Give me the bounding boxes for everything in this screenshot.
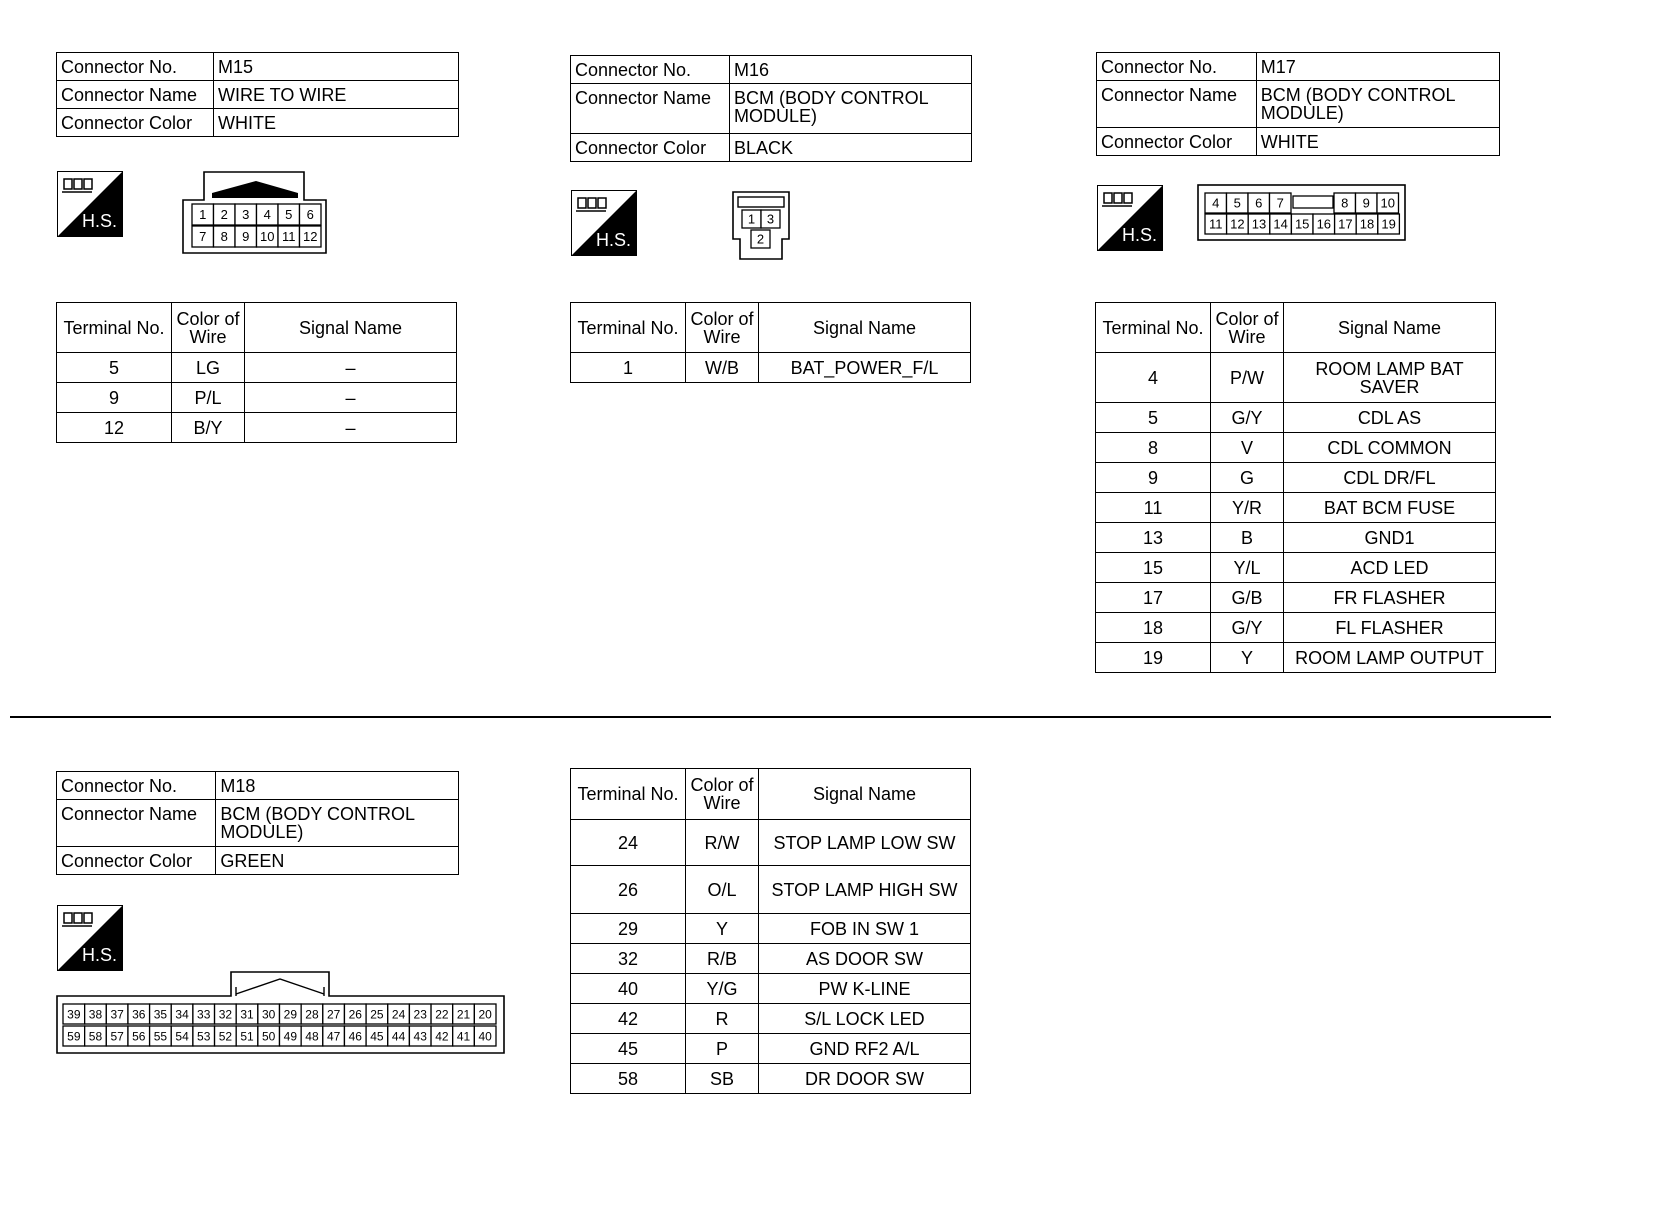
wire-color-cell: Y (1211, 643, 1284, 673)
table-row (571, 914, 971, 944)
terminal-no-header: Terminal No. (571, 769, 686, 820)
signal-name-cell: – (245, 353, 457, 383)
pin-label: 31 (240, 1007, 254, 1022)
table-row (571, 1004, 971, 1034)
pin-label: 26 (348, 1007, 362, 1022)
connector-name-value: BCM (BODY CONTROL MODULE) (729, 84, 971, 134)
pin-label: 55 (153, 1029, 168, 1044)
pin-label: 12 (1230, 216, 1245, 232)
terminal-no-header: Terminal No. (571, 303, 686, 353)
hs-symbol-icon (56, 170, 124, 238)
signal-name-cell: DR DOOR SW (759, 1064, 971, 1094)
pin-label: 54 (175, 1029, 189, 1044)
pin-label: 38 (88, 1007, 103, 1022)
wire-color-cell: W/B (686, 353, 759, 383)
pin-label: 21 (456, 1007, 471, 1022)
pin-label: 45 (370, 1029, 384, 1044)
pin-label: 8 (220, 229, 228, 245)
connector-face-m18 (56, 971, 506, 1055)
terminal-no-cell: 5 (57, 353, 172, 383)
pin-label: 39 (67, 1007, 81, 1022)
hs-symbol-icon (56, 904, 124, 972)
wire-color-header: Color of Wire (1211, 303, 1284, 353)
wire-color-cell: P (686, 1034, 759, 1064)
connector-no-value: M18 (216, 772, 459, 800)
wire-color-cell: R (686, 1004, 759, 1034)
pin-label: 12 (303, 229, 318, 245)
pin-label: 18 (1359, 216, 1375, 232)
terminal-no-cell: 5 (1096, 403, 1211, 433)
signal-name-cell: – (245, 383, 457, 413)
pin-label: 7 (199, 229, 207, 245)
terminal-table-m15 (56, 302, 457, 443)
terminal-no-cell: 17 (1096, 583, 1211, 613)
table-row (1096, 493, 1496, 523)
signal-name-cell: PW K-LINE (759, 974, 971, 1004)
terminal-no-cell: 40 (571, 974, 686, 1004)
terminal-no-cell: 15 (1096, 553, 1211, 583)
pin-label: 41 (456, 1029, 471, 1044)
pin-label: 47 (326, 1029, 341, 1044)
table-row (1096, 643, 1496, 673)
pin-label: 58 (88, 1029, 103, 1044)
pin-label: 46 (348, 1029, 362, 1044)
terminal-no-cell: 32 (571, 944, 686, 974)
hs-symbol-icon (570, 189, 638, 257)
pin-label: 15 (1294, 216, 1310, 232)
terminal-no-cell: 12 (57, 413, 172, 443)
terminal-no-cell: 58 (571, 1064, 686, 1094)
signal-name-cell: ROOM LAMP BAT SAVER (1284, 353, 1496, 403)
wire-color-cell: Y/L (1211, 553, 1284, 583)
wire-color-cell: Y/G (686, 974, 759, 1004)
wire-color-cell: G/B (1211, 583, 1284, 613)
pin-label: 1 (199, 207, 207, 223)
terminal-table-m18 (570, 768, 971, 1094)
connector-name-label: Connector Name (571, 84, 730, 134)
connector-color-value: WHITE (214, 109, 459, 137)
terminal-no-cell: 9 (57, 383, 172, 413)
pin-label: 9 (1362, 195, 1370, 211)
wire-color-cell: R/W (686, 820, 759, 866)
wire-color-cell: P/W (1211, 353, 1284, 403)
signal-name-cell: ROOM LAMP OUTPUT (1284, 643, 1496, 673)
connector-name-label: Connector Name (1097, 81, 1257, 128)
connector-color-label: Connector Color (1097, 128, 1257, 156)
wire-color-header: Color of Wire (686, 303, 759, 353)
pin-label: 25 (370, 1007, 384, 1022)
terminal-no-header: Terminal No. (57, 303, 172, 353)
pin-label: 28 (305, 1007, 319, 1022)
pin-label: 30 (261, 1007, 276, 1022)
terminal-no-cell: 11 (1096, 493, 1211, 523)
pin-label: 8 (1341, 195, 1349, 211)
signal-name-cell: STOP LAMP LOW SW (759, 820, 971, 866)
terminal-no-cell: 4 (1096, 353, 1211, 403)
connector-face-m15 (182, 171, 328, 255)
terminal-no-cell: 26 (571, 866, 686, 914)
wire-color-header: Color of Wire (172, 303, 245, 353)
terminal-no-cell: 29 (571, 914, 686, 944)
signal-name-cell: FR FLASHER (1284, 583, 1496, 613)
pin-label: 13 (1251, 216, 1267, 232)
table-row (1096, 583, 1496, 613)
wire-color-header: Color of Wire (686, 769, 759, 820)
pin-label: 53 (197, 1029, 211, 1044)
signal-name-cell: S/L LOCK LED (759, 1004, 971, 1034)
pin-label: 59 (67, 1029, 81, 1044)
key-slot (1293, 196, 1333, 208)
table-row (571, 974, 971, 1004)
pin-label: 2 (220, 207, 228, 223)
pin-label: 33 (197, 1007, 211, 1022)
pin-label: 34 (175, 1007, 189, 1022)
connector-no-label: Connector No. (571, 56, 730, 84)
pin-label: 11 (1209, 216, 1223, 232)
connector-no-label: Connector No. (57, 53, 214, 81)
pin-label: 57 (110, 1029, 124, 1044)
pin-label: 56 (132, 1029, 146, 1044)
signal-name-cell: BAT_POWER_F/L (759, 353, 971, 383)
connector-info-m18 (56, 771, 459, 875)
pin-label: 10 (1380, 195, 1395, 211)
pin-label: 20 (478, 1007, 492, 1022)
pin-label: 14 (1273, 216, 1288, 232)
pin-label: 42 (435, 1029, 449, 1044)
pin-label: 50 (261, 1029, 276, 1044)
pin-label: 52 (218, 1029, 233, 1044)
pin-label: 11 (282, 229, 296, 245)
pin-label: 48 (305, 1029, 319, 1044)
terminal-no-cell: 19 (1096, 643, 1211, 673)
signal-name-cell: FL FLASHER (1284, 613, 1496, 643)
wire-color-cell: G/Y (1211, 403, 1284, 433)
terminal-no-header: Terminal No. (1096, 303, 1211, 353)
terminal-no-cell: 45 (571, 1034, 686, 1064)
signal-name-header: Signal Name (245, 303, 457, 353)
pin-label: 7 (1276, 195, 1284, 211)
hs-label: H.S. (82, 211, 118, 231)
terminal-table-m17 (1095, 302, 1496, 673)
connector-no-label: Connector No. (1097, 53, 1257, 81)
pin-label: 24 (391, 1007, 406, 1022)
connector-face-m17 (1197, 184, 1407, 242)
connector-name-value: BCM (BODY CONTROL MODULE) (216, 800, 459, 847)
table-row (1096, 463, 1496, 493)
connector-color-value: BLACK (729, 134, 971, 162)
table-row (571, 944, 971, 974)
connector-no-value: M15 (214, 53, 459, 81)
connector-no-value: M17 (1256, 53, 1499, 81)
table-row (57, 413, 457, 443)
pin-label: 49 (283, 1029, 298, 1044)
signal-name-header: Signal Name (759, 303, 971, 353)
pin-label: 17 (1338, 216, 1353, 232)
signal-name-cell: CDL AS (1284, 403, 1496, 433)
terminal-no-cell: 8 (1096, 433, 1211, 463)
signal-name-cell: CDL COMMON (1284, 433, 1496, 463)
connector-name-value: BCM (BODY CONTROL MODULE) (1256, 81, 1499, 128)
table-row (571, 1034, 971, 1064)
connector-color-value: WHITE (1256, 128, 1499, 156)
connector-face-m16 (732, 191, 792, 261)
table-row (1096, 553, 1496, 583)
pin-label: 23 (413, 1007, 427, 1022)
hs-label: H.S. (82, 945, 118, 965)
table-row (571, 820, 971, 866)
pin-label: 9 (242, 229, 250, 245)
hs-label: H.S. (1122, 225, 1158, 245)
pin-label: 6 (306, 207, 314, 223)
pin-label: 16 (1316, 216, 1332, 232)
pin-label: 35 (153, 1007, 168, 1022)
pin-label: 4 (263, 207, 271, 223)
section-divider (10, 716, 1551, 718)
connector-color-label: Connector Color (57, 847, 216, 875)
pin-label: 27 (326, 1007, 341, 1022)
pin-label: 19 (1381, 216, 1396, 232)
wire-color-cell: R/B (686, 944, 759, 974)
wire-color-cell: B (1211, 523, 1284, 553)
table-row (1096, 433, 1496, 463)
table-row (57, 353, 457, 383)
signal-name-header: Signal Name (759, 769, 971, 820)
pin-label: 2 (756, 231, 765, 247)
pin-label: 1 (747, 211, 756, 227)
pin-label: 5 (1233, 195, 1241, 211)
terminal-table-m16 (570, 302, 971, 383)
wire-color-cell: G/Y (1211, 613, 1284, 643)
wire-color-cell: P/L (172, 383, 245, 413)
signal-name-header: Signal Name (1284, 303, 1496, 353)
connector-no-value: M16 (729, 56, 971, 84)
table-row (57, 383, 457, 413)
connector-color-label: Connector Color (57, 109, 214, 137)
connector-name-value: WIRE TO WIRE (214, 81, 459, 109)
pin-label: 29 (283, 1007, 298, 1022)
table-row (1096, 613, 1496, 643)
wire-color-cell: SB (686, 1064, 759, 1094)
pin-label: 4 (1212, 195, 1220, 211)
pin-label: 10 (260, 229, 275, 245)
wire-color-cell: G (1211, 463, 1284, 493)
wire-color-cell: LG (172, 353, 245, 383)
hs-symbol-icon (1096, 184, 1164, 252)
pin-label: 5 (285, 207, 293, 223)
pin-label: 32 (218, 1007, 233, 1022)
connector-info-m15 (56, 52, 459, 137)
terminal-no-cell: 24 (571, 820, 686, 866)
terminal-no-cell: 18 (1096, 613, 1211, 643)
terminal-no-cell: 13 (1096, 523, 1211, 553)
pin-label: 40 (478, 1029, 492, 1044)
connector-name-label: Connector Name (57, 800, 216, 847)
wire-color-cell: Y (686, 914, 759, 944)
pin-label: 22 (435, 1007, 449, 1022)
connector-no-label: Connector No. (57, 772, 216, 800)
signal-name-cell: BAT BCM FUSE (1284, 493, 1496, 523)
terminal-no-cell: 1 (571, 353, 686, 383)
pin-label: 6 (1255, 195, 1263, 211)
signal-name-cell: STOP LAMP HIGH SW (759, 866, 971, 914)
wire-color-cell: Y/R (1211, 493, 1284, 523)
table-row (571, 353, 971, 383)
pin-label: 3 (242, 207, 250, 223)
wire-color-cell: O/L (686, 866, 759, 914)
terminal-no-cell: 9 (1096, 463, 1211, 493)
table-row (571, 1064, 971, 1094)
table-row (571, 866, 971, 914)
connector-info-m17 (1096, 52, 1500, 156)
pin-label: 3 (766, 211, 775, 227)
wire-color-cell: B/Y (172, 413, 245, 443)
connector-name-label: Connector Name (57, 81, 214, 109)
connector-color-label: Connector Color (571, 134, 730, 162)
connector-color-value: GREEN (216, 847, 459, 875)
hs-label: H.S. (596, 230, 632, 250)
connector-info-m16 (570, 55, 972, 162)
pin-label: 43 (413, 1029, 427, 1044)
wire-color-cell: V (1211, 433, 1284, 463)
signal-name-cell: CDL DR/FL (1284, 463, 1496, 493)
signal-name-cell: GND1 (1284, 523, 1496, 553)
pin-label: 44 (391, 1029, 406, 1044)
signal-name-cell: GND RF2 A/L (759, 1034, 971, 1064)
table-row (1096, 523, 1496, 553)
signal-name-cell: FOB IN SW 1 (759, 914, 971, 944)
table-row (1096, 353, 1496, 403)
pin-label: 36 (132, 1007, 146, 1022)
pin-label: 51 (240, 1029, 254, 1044)
signal-name-cell: – (245, 413, 457, 443)
pin-label: 37 (110, 1007, 124, 1022)
terminal-no-cell: 42 (571, 1004, 686, 1034)
signal-name-cell: AS DOOR SW (759, 944, 971, 974)
table-row (1096, 403, 1496, 433)
signal-name-cell: ACD LED (1284, 553, 1496, 583)
